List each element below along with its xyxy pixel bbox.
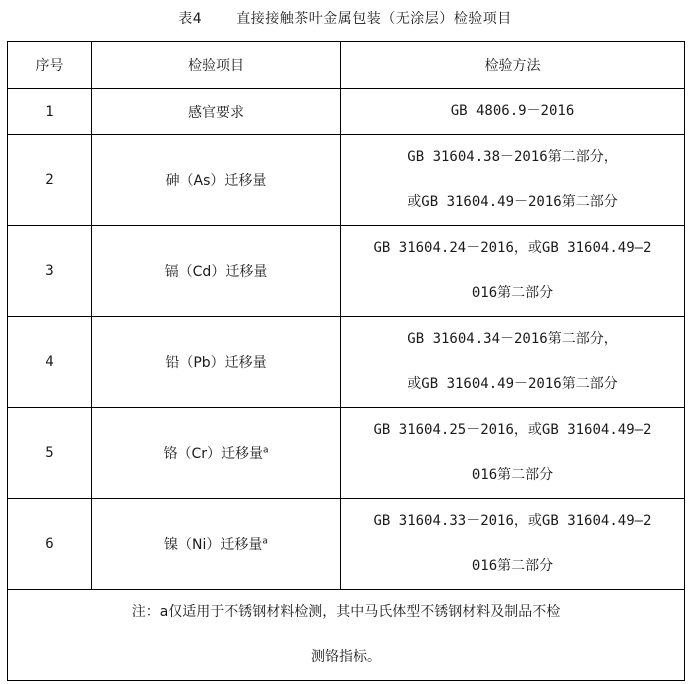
method-line: 016第二部分 — [471, 558, 554, 574]
method-line: 或GB 31604.49－2016第二部分 — [407, 376, 618, 392]
row-number: 5 — [8, 408, 92, 499]
row-method — [341, 135, 685, 226]
method-line: GB 31604.25－2016，或GB 31604.49—2 — [373, 422, 652, 438]
row-method — [341, 408, 685, 499]
table-row — [8, 317, 685, 408]
inspection-items-table — [7, 41, 685, 681]
table-number: 表4 — [178, 11, 203, 27]
method-line: 016第二部分 — [471, 467, 554, 483]
table-row — [8, 135, 685, 226]
note-line: 注：a仅适用于不锈钢材料检测，其中马氏体型不锈钢材料及制品不检 — [131, 604, 561, 620]
method-line: GB 31604.24－2016，或GB 31604.49—2 — [373, 240, 652, 256]
table-note — [8, 590, 685, 681]
row-number: 6 — [8, 499, 92, 590]
table-row — [8, 408, 685, 499]
table-caption — [0, 8, 690, 28]
row-number: 3 — [8, 226, 92, 317]
row-item — [92, 135, 341, 226]
method-line: GB 31604.38－2016第二部分， — [407, 149, 618, 165]
row-item-text: 镉（Cd）迁移量 — [164, 264, 268, 280]
row-item-text: 铬（Cr）迁移量 — [163, 446, 263, 462]
row-item — [92, 499, 341, 590]
row-number: 2 — [8, 135, 92, 226]
footnote-marker: a — [263, 445, 269, 456]
row-method — [341, 89, 685, 135]
row-item-text: 感官要求 — [188, 104, 244, 121]
row-method — [341, 226, 685, 317]
method-line: 016第二部分 — [471, 285, 554, 301]
table-note-row — [8, 590, 685, 681]
method-line: GB 31604.34－2016第二部分， — [407, 331, 618, 347]
row-number: 1 — [8, 89, 92, 135]
header-inspection-method: 检验方法 — [341, 42, 685, 89]
header-inspection-item: 检验项目 — [92, 42, 341, 89]
table-header-row — [8, 42, 685, 89]
table-row — [8, 499, 685, 590]
row-method — [341, 317, 685, 408]
method-line: GB 4806.9－2016 — [450, 103, 575, 119]
table-title: 直接接触茶叶金属包装（无涂层）检验项目 — [236, 11, 512, 27]
row-item — [92, 408, 341, 499]
footnote-marker: a — [262, 536, 268, 547]
row-item — [92, 317, 341, 408]
row-item-text: 铅（Pb）迁移量 — [165, 355, 267, 371]
row-number: 4 — [8, 317, 92, 408]
header-serial-number: 序号 — [8, 42, 92, 89]
method-line: 或GB 31604.49－2016第二部分 — [407, 194, 618, 210]
method-line: GB 31604.33－2016，或GB 31604.49—2 — [373, 513, 652, 529]
row-item — [92, 89, 341, 135]
table-row — [8, 89, 685, 135]
note-line: 测铬指标。 — [311, 649, 381, 665]
row-item-text: 镍（Ni）迁移量 — [164, 537, 263, 553]
table-row — [8, 226, 685, 317]
row-item-text: 砷（As）迁移量 — [165, 173, 267, 189]
row-item — [92, 226, 341, 317]
row-method — [341, 499, 685, 590]
